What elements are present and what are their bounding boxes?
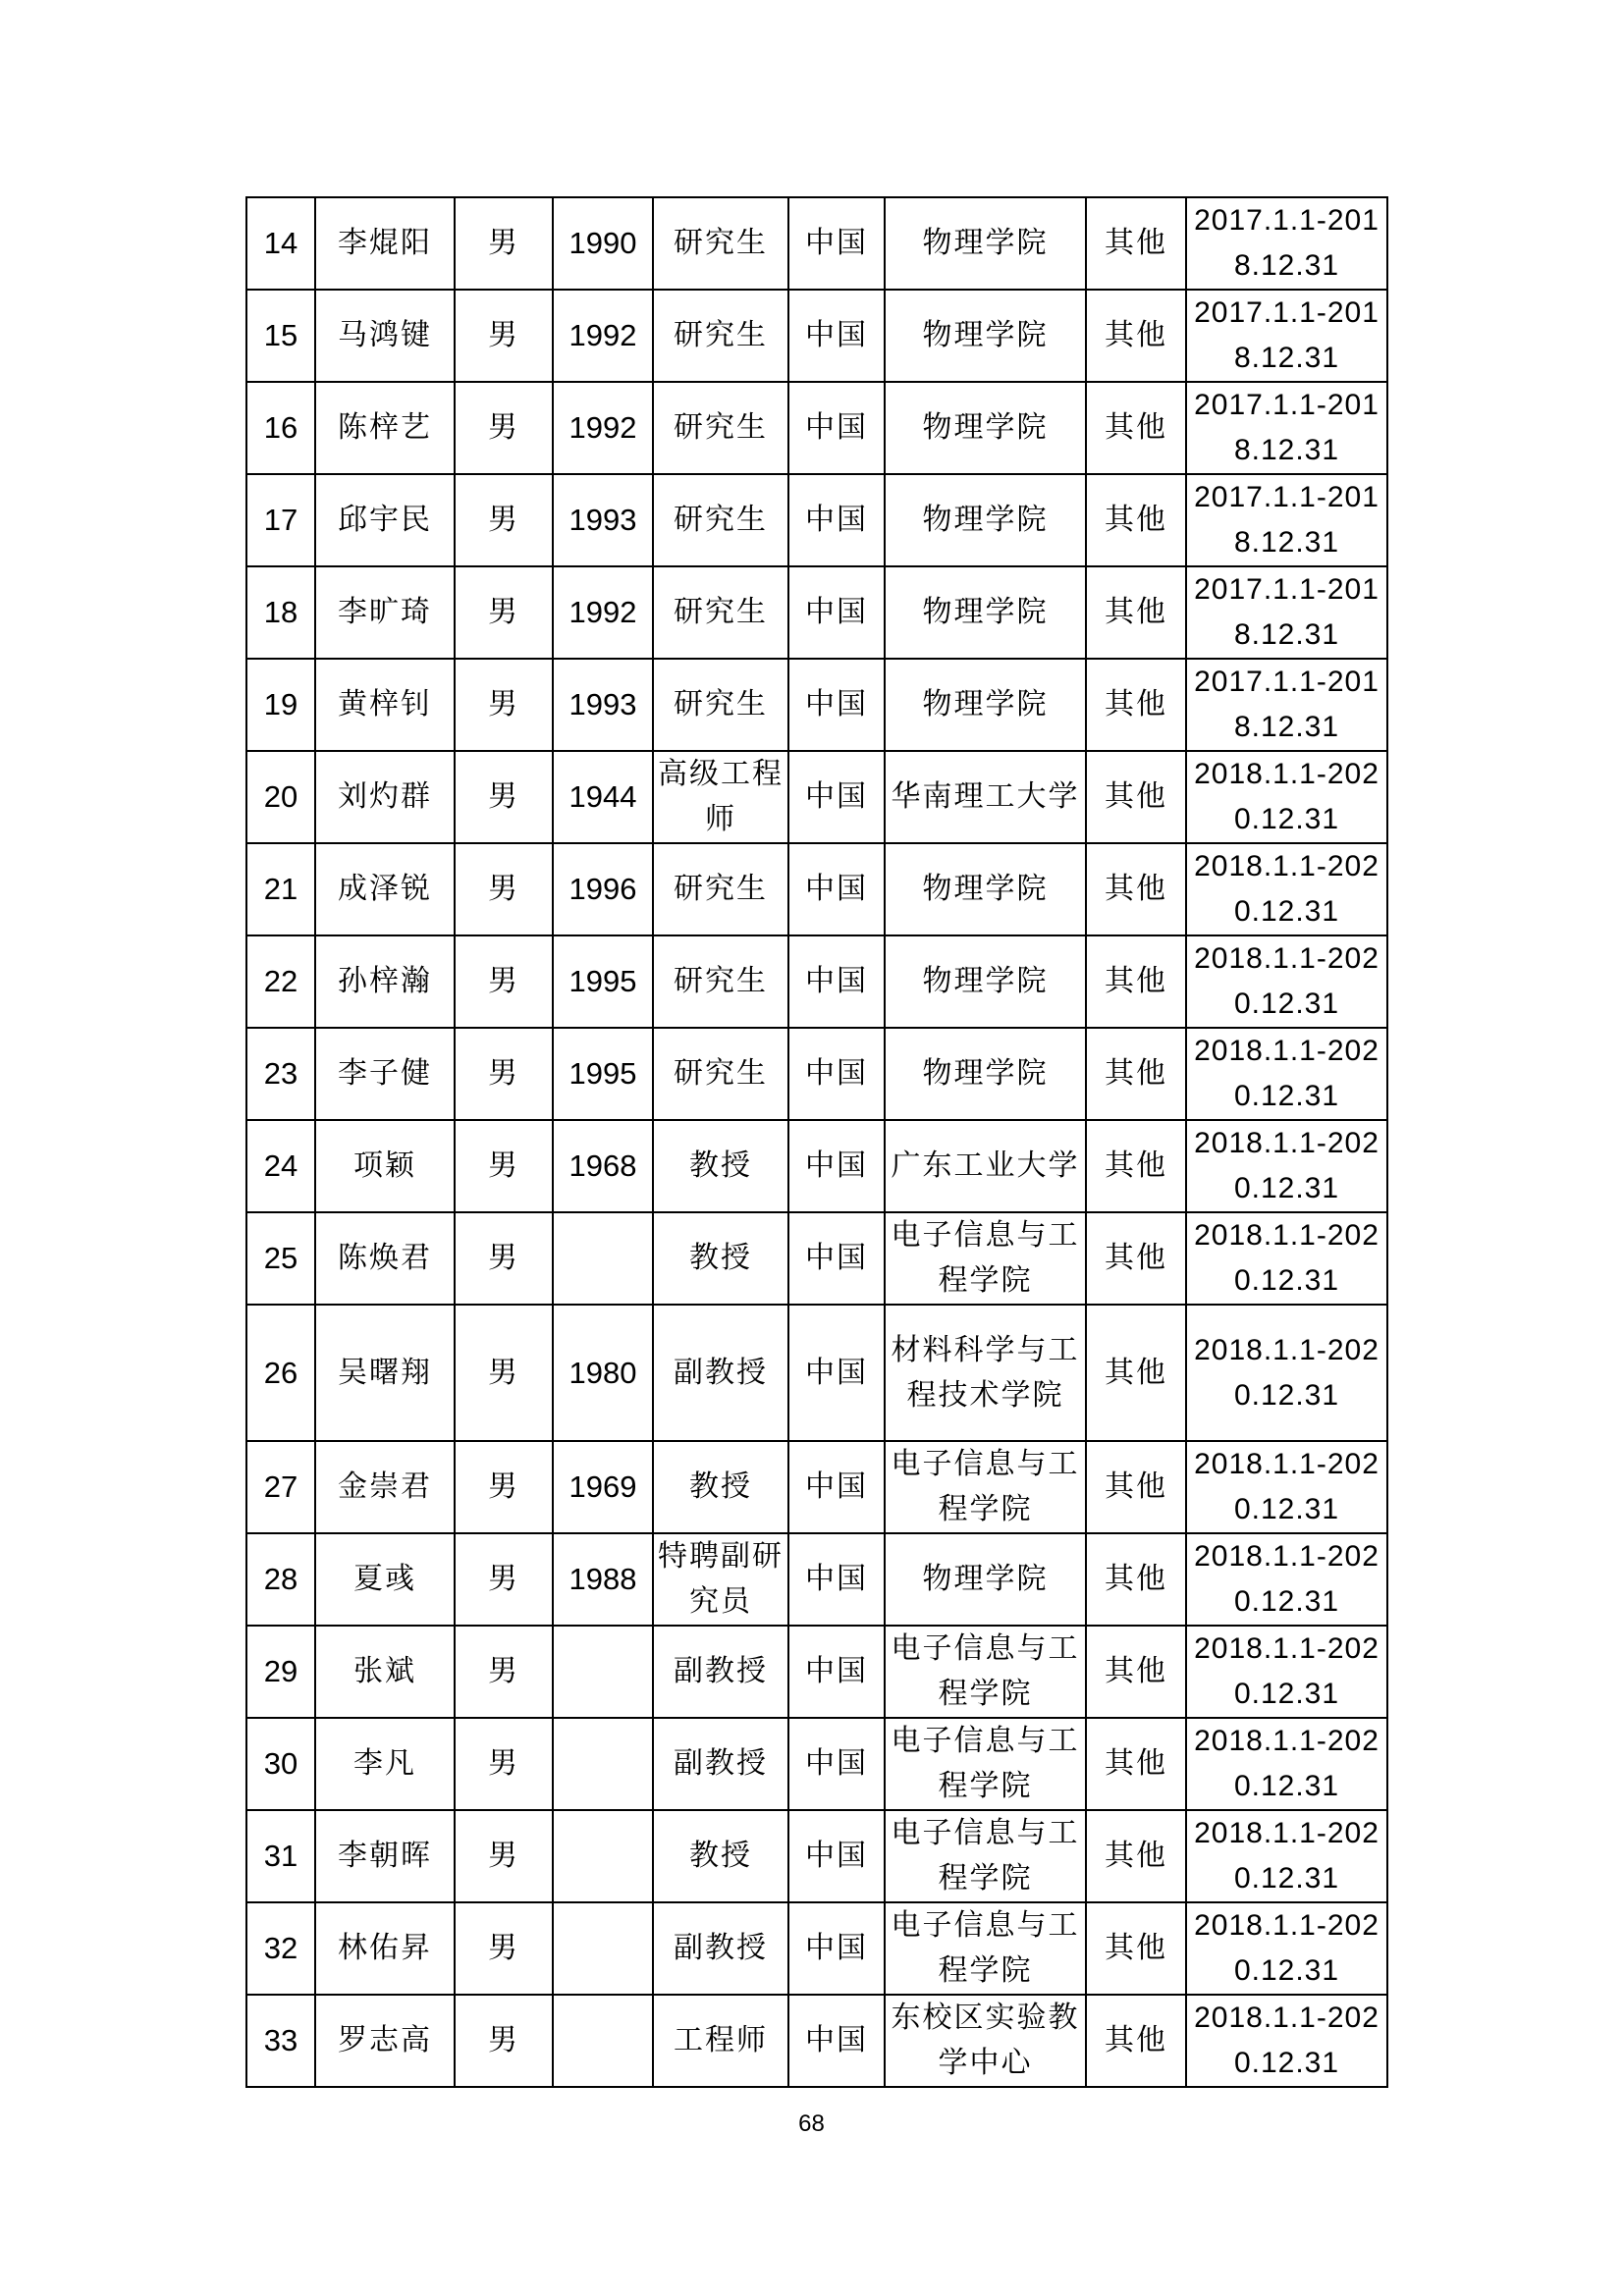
unit-cell: 物理学院	[885, 1533, 1086, 1626]
period-cell: 2017.1.1-2018.12.31	[1186, 290, 1387, 382]
title-cell: 研究生	[653, 197, 788, 290]
title-cell: 研究生	[653, 290, 788, 382]
period-cell: 2018.1.1-2020.12.31	[1186, 1718, 1387, 1810]
country-cell: 中国	[788, 1626, 885, 1718]
title-cell: 高级工程师	[653, 751, 788, 843]
row-number-cell: 32	[246, 1902, 315, 1995]
unit-cell: 物理学院	[885, 382, 1086, 474]
role-cell: 其他	[1086, 935, 1186, 1028]
row-number-cell: 26	[246, 1305, 315, 1441]
name-cell: 项颖	[315, 1120, 455, 1212]
title-cell: 副教授	[653, 1626, 788, 1718]
country-cell: 中国	[788, 1028, 885, 1120]
period-cell: 2018.1.1-2020.12.31	[1186, 1212, 1387, 1305]
country-cell: 中国	[788, 474, 885, 566]
unit-cell: 物理学院	[885, 843, 1086, 935]
title-cell: 特聘副研究员	[653, 1533, 788, 1626]
birth-year-cell: 1988	[553, 1533, 653, 1626]
country-cell: 中国	[788, 1305, 885, 1441]
gender-cell: 男	[455, 1718, 553, 1810]
row-number-cell: 24	[246, 1120, 315, 1212]
name-cell: 张斌	[315, 1626, 455, 1718]
gender-cell: 男	[455, 566, 553, 659]
birth-year-cell: 1995	[553, 1028, 653, 1120]
table-row	[246, 843, 1387, 935]
role-cell: 其他	[1086, 1995, 1186, 2087]
name-cell: 罗志高	[315, 1995, 455, 2087]
gender-cell: 男	[455, 659, 553, 751]
birth-year-cell: 1992	[553, 290, 653, 382]
gender-cell: 男	[455, 1626, 553, 1718]
table-row	[246, 751, 1387, 843]
country-cell: 中国	[788, 1718, 885, 1810]
role-cell: 其他	[1086, 1533, 1186, 1626]
birth-year-cell	[553, 1810, 653, 1902]
title-cell: 研究生	[653, 474, 788, 566]
period-cell: 2018.1.1-2020.12.31	[1186, 1441, 1387, 1533]
table-row	[246, 1810, 1387, 1902]
gender-cell: 男	[455, 843, 553, 935]
name-cell: 成泽锐	[315, 843, 455, 935]
gender-cell: 男	[455, 935, 553, 1028]
role-cell: 其他	[1086, 1028, 1186, 1120]
name-cell: 夏彧	[315, 1533, 455, 1626]
unit-cell: 东校区实验教学中心	[885, 1995, 1086, 2087]
title-cell: 副教授	[653, 1305, 788, 1441]
unit-cell: 物理学院	[885, 290, 1086, 382]
unit-cell: 电子信息与工程学院	[885, 1212, 1086, 1305]
row-number-cell: 16	[246, 382, 315, 474]
row-number-cell: 25	[246, 1212, 315, 1305]
period-cell: 2018.1.1-2020.12.31	[1186, 1305, 1387, 1441]
gender-cell: 男	[455, 751, 553, 843]
unit-cell: 电子信息与工程学院	[885, 1810, 1086, 1902]
role-cell: 其他	[1086, 659, 1186, 751]
row-number-cell: 17	[246, 474, 315, 566]
title-cell: 教授	[653, 1441, 788, 1533]
title-cell: 研究生	[653, 1028, 788, 1120]
birth-year-cell: 1993	[553, 474, 653, 566]
period-cell: 2018.1.1-2020.12.31	[1186, 1626, 1387, 1718]
table-row	[246, 1120, 1387, 1212]
row-number-cell: 20	[246, 751, 315, 843]
role-cell: 其他	[1086, 1718, 1186, 1810]
birth-year-cell: 1993	[553, 659, 653, 751]
name-cell: 金崇君	[315, 1441, 455, 1533]
table-row	[246, 1305, 1387, 1441]
title-cell: 研究生	[653, 566, 788, 659]
country-cell: 中国	[788, 1995, 885, 2087]
period-cell: 2018.1.1-2020.12.31	[1186, 1810, 1387, 1902]
unit-cell: 物理学院	[885, 659, 1086, 751]
birth-year-cell	[553, 1626, 653, 1718]
row-number-cell: 19	[246, 659, 315, 751]
period-cell: 2018.1.1-2020.12.31	[1186, 1995, 1387, 2087]
role-cell: 其他	[1086, 474, 1186, 566]
name-cell: 李旷琦	[315, 566, 455, 659]
gender-cell: 男	[455, 197, 553, 290]
unit-cell: 物理学院	[885, 566, 1086, 659]
gender-cell: 男	[455, 1120, 553, 1212]
period-cell: 2018.1.1-2020.12.31	[1186, 1120, 1387, 1212]
personnel-table	[245, 196, 1388, 2088]
country-cell: 中国	[788, 1120, 885, 1212]
birth-year-cell: 1980	[553, 1305, 653, 1441]
gender-cell: 男	[455, 382, 553, 474]
name-cell: 孙梓瀚	[315, 935, 455, 1028]
table-row	[246, 659, 1387, 751]
role-cell: 其他	[1086, 566, 1186, 659]
role-cell: 其他	[1086, 197, 1186, 290]
birth-year-cell	[553, 1995, 653, 2087]
name-cell: 吴曙翔	[315, 1305, 455, 1441]
name-cell: 邱宇民	[315, 474, 455, 566]
unit-cell: 电子信息与工程学院	[885, 1441, 1086, 1533]
name-cell: 李朝晖	[315, 1810, 455, 1902]
birth-year-cell: 1944	[553, 751, 653, 843]
country-cell: 中国	[788, 382, 885, 474]
name-cell: 陈焕君	[315, 1212, 455, 1305]
table-body	[246, 197, 1387, 2087]
role-cell: 其他	[1086, 1626, 1186, 1718]
row-number-cell: 33	[246, 1995, 315, 2087]
name-cell: 刘灼群	[315, 751, 455, 843]
period-cell: 2017.1.1-2018.12.31	[1186, 197, 1387, 290]
gender-cell: 男	[455, 1441, 553, 1533]
role-cell: 其他	[1086, 751, 1186, 843]
unit-cell: 材料科学与工程技术学院	[885, 1305, 1086, 1441]
row-number-cell: 30	[246, 1718, 315, 1810]
table-row	[246, 1441, 1387, 1533]
row-number-cell: 14	[246, 197, 315, 290]
name-cell: 马鸿键	[315, 290, 455, 382]
table-row	[246, 290, 1387, 382]
title-cell: 教授	[653, 1810, 788, 1902]
unit-cell: 电子信息与工程学院	[885, 1626, 1086, 1718]
name-cell: 林佑昇	[315, 1902, 455, 1995]
role-cell: 其他	[1086, 1120, 1186, 1212]
name-cell: 黄梓钊	[315, 659, 455, 751]
title-cell: 副教授	[653, 1902, 788, 1995]
unit-cell: 物理学院	[885, 474, 1086, 566]
role-cell: 其他	[1086, 1441, 1186, 1533]
gender-cell: 男	[455, 1810, 553, 1902]
title-cell: 教授	[653, 1120, 788, 1212]
country-cell: 中国	[788, 1533, 885, 1626]
birth-year-cell	[553, 1902, 653, 1995]
country-cell: 中国	[788, 1810, 885, 1902]
table-row	[246, 474, 1387, 566]
table-row	[246, 197, 1387, 290]
period-cell: 2017.1.1-2018.12.31	[1186, 382, 1387, 474]
title-cell: 工程师	[653, 1995, 788, 2087]
birth-year-cell: 1990	[553, 197, 653, 290]
role-cell: 其他	[1086, 1810, 1186, 1902]
country-cell: 中国	[788, 197, 885, 290]
role-cell: 其他	[1086, 1212, 1186, 1305]
gender-cell: 男	[455, 474, 553, 566]
period-cell: 2017.1.1-2018.12.31	[1186, 474, 1387, 566]
birth-year-cell	[553, 1718, 653, 1810]
row-number-cell: 21	[246, 843, 315, 935]
country-cell: 中国	[788, 1902, 885, 1995]
title-cell: 研究生	[653, 382, 788, 474]
name-cell: 李子健	[315, 1028, 455, 1120]
unit-cell: 华南理工大学	[885, 751, 1086, 843]
unit-cell: 物理学院	[885, 935, 1086, 1028]
role-cell: 其他	[1086, 843, 1186, 935]
period-cell: 2017.1.1-2018.12.31	[1186, 659, 1387, 751]
role-cell: 其他	[1086, 1902, 1186, 1995]
period-cell: 2017.1.1-2018.12.31	[1186, 566, 1387, 659]
table-row	[246, 935, 1387, 1028]
unit-cell: 电子信息与工程学院	[885, 1718, 1086, 1810]
table-row	[246, 1028, 1387, 1120]
table-row	[246, 1533, 1387, 1626]
row-number-cell: 18	[246, 566, 315, 659]
table-row	[246, 1995, 1387, 2087]
country-cell: 中国	[788, 566, 885, 659]
birth-year-cell: 1968	[553, 1120, 653, 1212]
period-cell: 2018.1.1-2020.12.31	[1186, 843, 1387, 935]
gender-cell: 男	[455, 1212, 553, 1305]
birth-year-cell: 1992	[553, 566, 653, 659]
birth-year-cell: 1992	[553, 382, 653, 474]
gender-cell: 男	[455, 1995, 553, 2087]
gender-cell: 男	[455, 1902, 553, 1995]
name-cell: 李凡	[315, 1718, 455, 1810]
table-row	[246, 1626, 1387, 1718]
name-cell: 李焜阳	[315, 197, 455, 290]
table-row	[246, 1718, 1387, 1810]
page-number: 68	[798, 2110, 825, 2137]
period-cell: 2018.1.1-2020.12.31	[1186, 1533, 1387, 1626]
table-row	[246, 382, 1387, 474]
row-number-cell: 15	[246, 290, 315, 382]
period-cell: 2018.1.1-2020.12.31	[1186, 1028, 1387, 1120]
country-cell: 中国	[788, 751, 885, 843]
birth-year-cell: 1995	[553, 935, 653, 1028]
unit-cell: 物理学院	[885, 197, 1086, 290]
role-cell: 其他	[1086, 290, 1186, 382]
unit-cell: 物理学院	[885, 1028, 1086, 1120]
row-number-cell: 31	[246, 1810, 315, 1902]
row-number-cell: 27	[246, 1441, 315, 1533]
title-cell: 研究生	[653, 659, 788, 751]
row-number-cell: 22	[246, 935, 315, 1028]
gender-cell: 男	[455, 1028, 553, 1120]
birth-year-cell: 1996	[553, 843, 653, 935]
gender-cell: 男	[455, 1305, 553, 1441]
table-row	[246, 566, 1387, 659]
title-cell: 研究生	[653, 843, 788, 935]
birth-year-cell	[553, 1212, 653, 1305]
birth-year-cell: 1969	[553, 1441, 653, 1533]
title-cell: 教授	[653, 1212, 788, 1305]
title-cell: 副教授	[653, 1718, 788, 1810]
country-cell: 中国	[788, 843, 885, 935]
unit-cell: 电子信息与工程学院	[885, 1902, 1086, 1995]
country-cell: 中国	[788, 290, 885, 382]
unit-cell: 广东工业大学	[885, 1120, 1086, 1212]
row-number-cell: 23	[246, 1028, 315, 1120]
country-cell: 中国	[788, 1441, 885, 1533]
title-cell: 研究生	[653, 935, 788, 1028]
table-row	[246, 1902, 1387, 1995]
country-cell: 中国	[788, 659, 885, 751]
country-cell: 中国	[788, 935, 885, 1028]
role-cell: 其他	[1086, 382, 1186, 474]
role-cell: 其他	[1086, 1305, 1186, 1441]
gender-cell: 男	[455, 290, 553, 382]
row-number-cell: 28	[246, 1533, 315, 1626]
name-cell: 陈梓艺	[315, 382, 455, 474]
country-cell: 中国	[788, 1212, 885, 1305]
table-row	[246, 1212, 1387, 1305]
row-number-cell: 29	[246, 1626, 315, 1718]
period-cell: 2018.1.1-2020.12.31	[1186, 751, 1387, 843]
period-cell: 2018.1.1-2020.12.31	[1186, 935, 1387, 1028]
period-cell: 2018.1.1-2020.12.31	[1186, 1902, 1387, 1995]
gender-cell: 男	[455, 1533, 553, 1626]
